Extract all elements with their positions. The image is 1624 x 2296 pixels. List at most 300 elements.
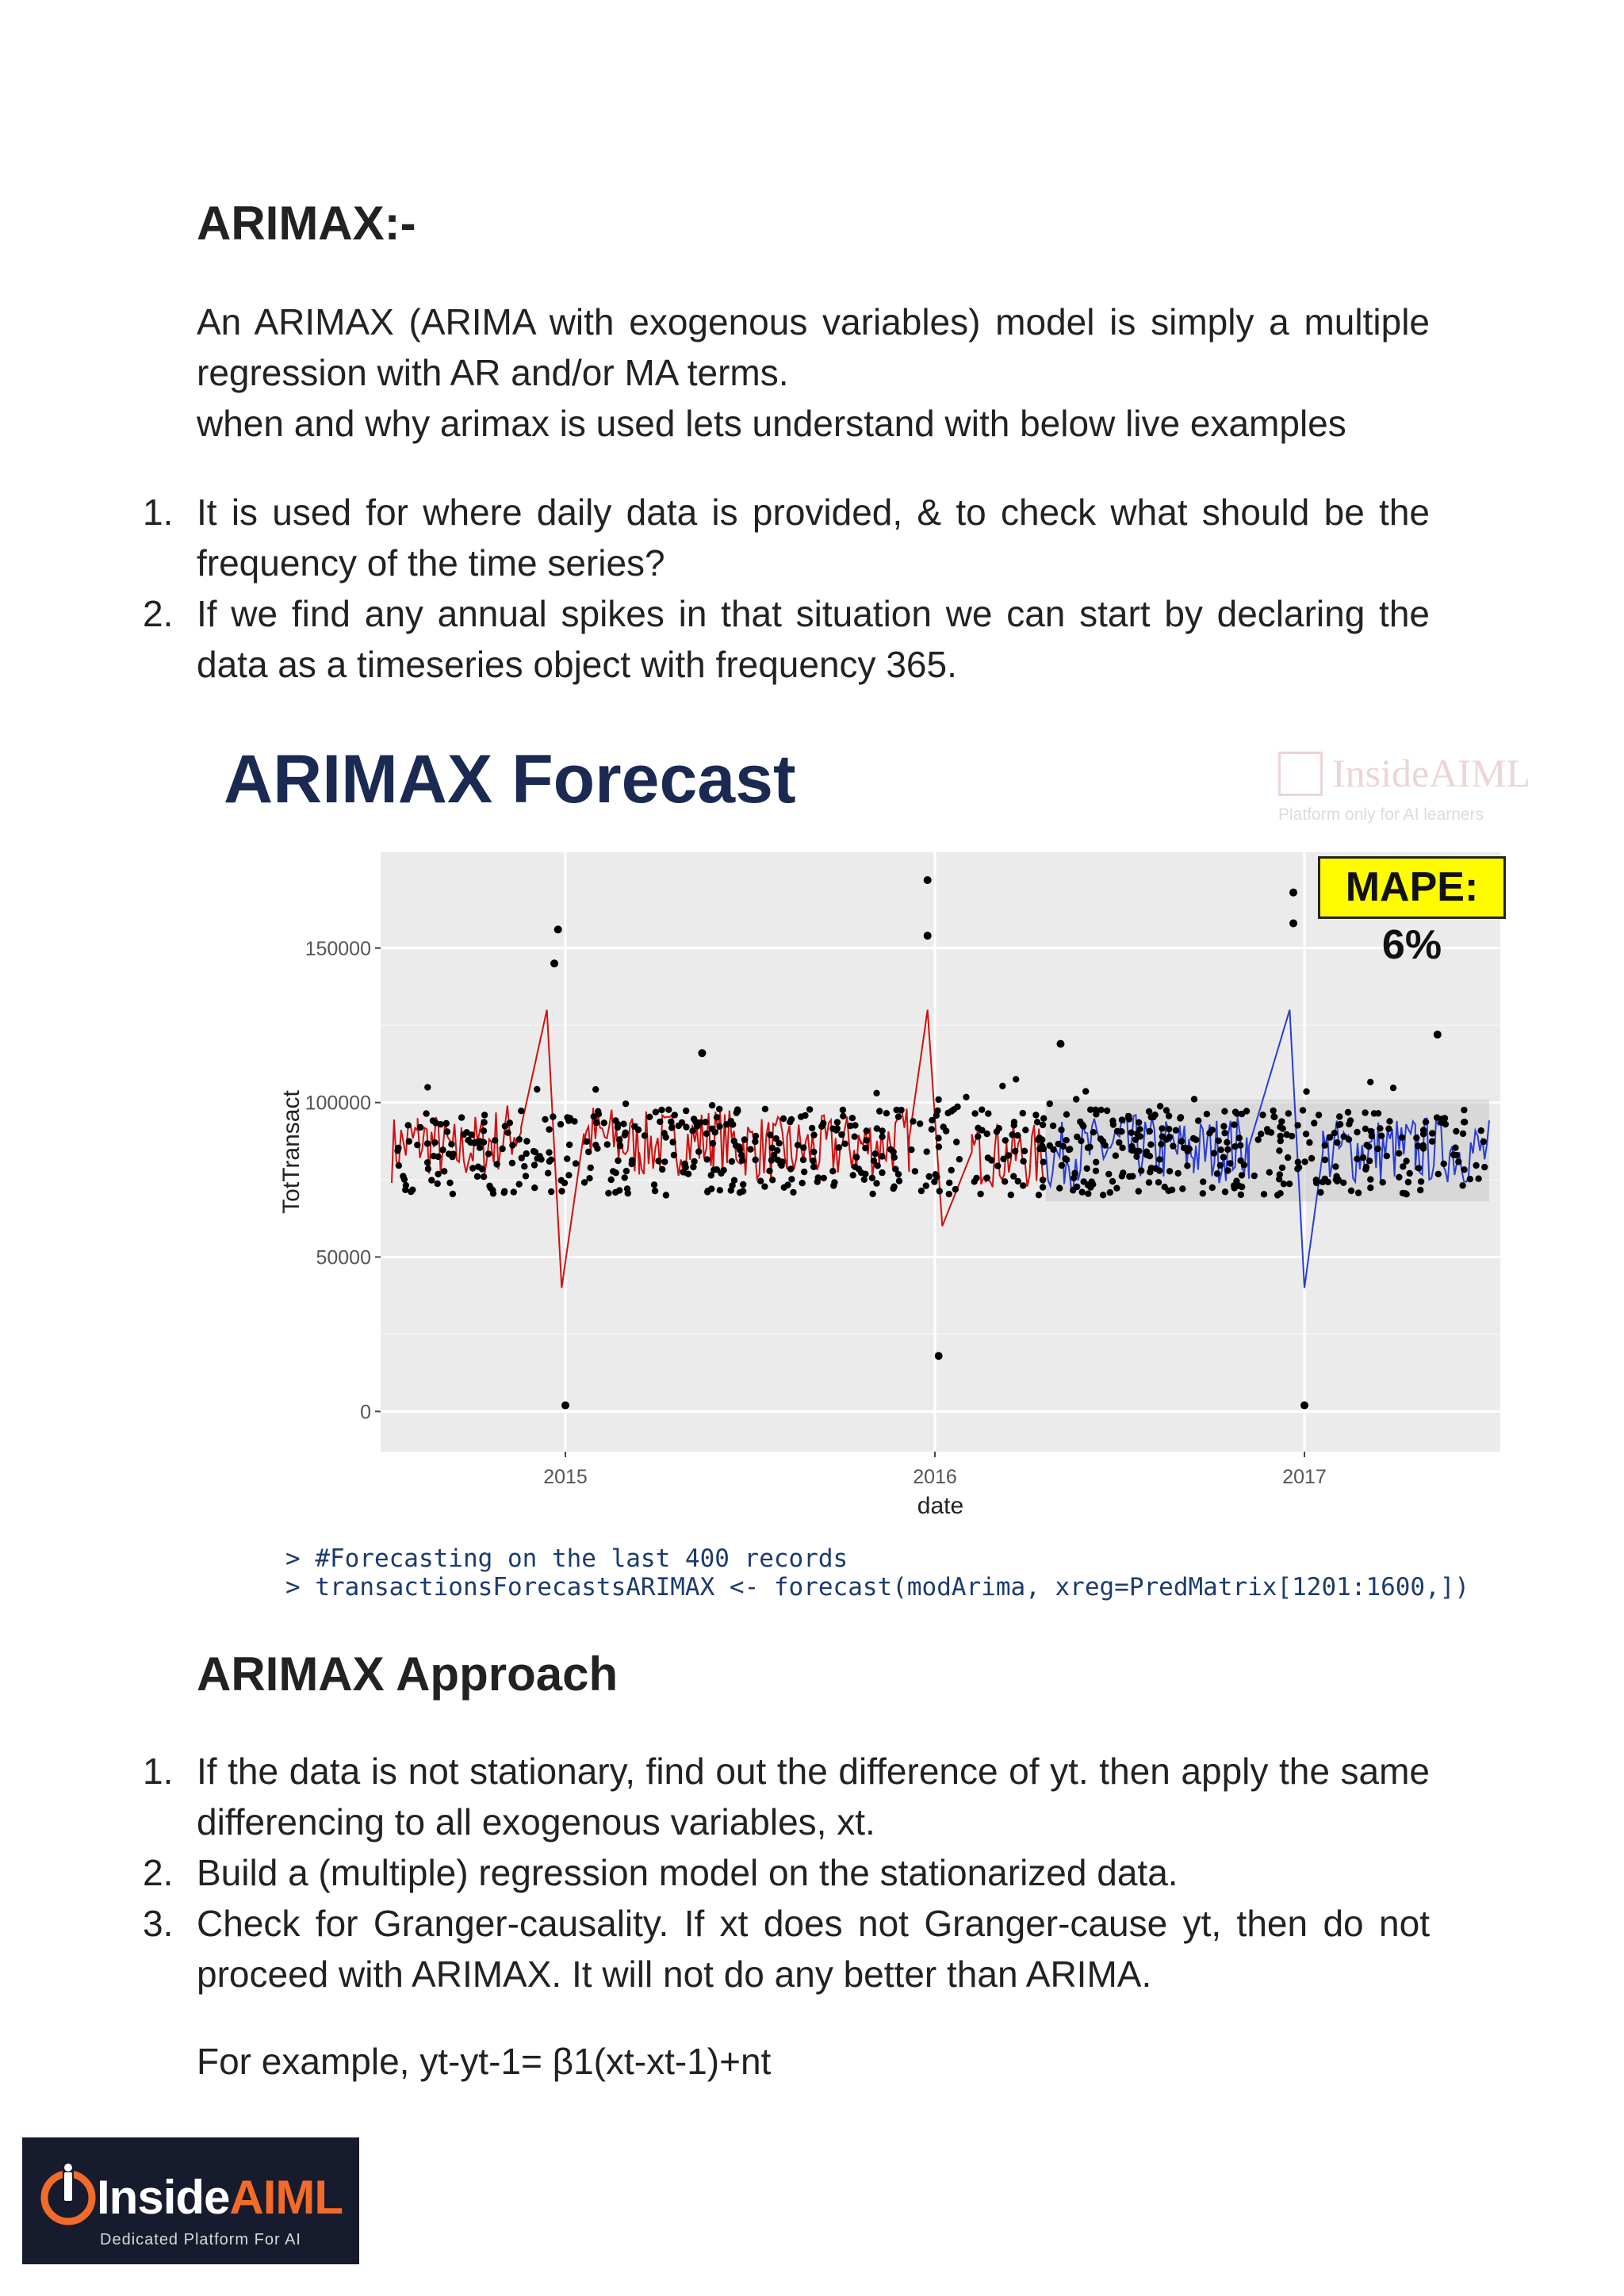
observed-point xyxy=(887,1146,894,1153)
observed-point xyxy=(1234,1110,1240,1116)
observed-point xyxy=(952,1186,959,1192)
observed-point xyxy=(1143,1149,1150,1155)
observed-outlier-point xyxy=(1289,920,1297,928)
observed-point xyxy=(1089,1178,1095,1184)
observed-point xyxy=(676,1123,682,1129)
observed-point xyxy=(1073,1096,1079,1102)
observed-point xyxy=(1050,1123,1056,1129)
observed-point xyxy=(1107,1189,1113,1196)
observed-point xyxy=(1346,1136,1352,1142)
observed-point xyxy=(784,1181,791,1188)
observed-point xyxy=(769,1177,776,1183)
observed-point xyxy=(425,1165,431,1172)
observed-point xyxy=(1286,1181,1293,1187)
section-heading-approach: ARIMAX Approach xyxy=(197,1647,619,1701)
observed-point xyxy=(1377,1125,1383,1131)
observed-point xyxy=(672,1112,678,1118)
watermark-icon xyxy=(1278,752,1323,796)
observed-point xyxy=(1063,1112,1070,1118)
observed-point xyxy=(1063,1157,1070,1163)
observed-outlier-point xyxy=(1056,1040,1064,1048)
observed-point xyxy=(1261,1191,1267,1197)
observed-point xyxy=(1362,1109,1368,1115)
observed-point xyxy=(477,1145,483,1151)
x-tick-label: 2017 xyxy=(1282,1466,1327,1488)
observed-point xyxy=(975,1133,981,1139)
observed-point xyxy=(1020,1182,1026,1188)
observed-point xyxy=(1156,1156,1162,1162)
observed-point xyxy=(861,1177,868,1183)
observed-point xyxy=(766,1168,772,1174)
observed-point xyxy=(1277,1133,1284,1139)
observed-point xyxy=(655,1158,661,1164)
observed-point xyxy=(1380,1179,1386,1185)
observed-point xyxy=(873,1090,879,1096)
observed-point xyxy=(1333,1173,1339,1180)
observed-point xyxy=(1313,1177,1320,1183)
observed-point xyxy=(1461,1107,1467,1113)
observed-point xyxy=(1259,1112,1266,1118)
observed-point xyxy=(1255,1136,1262,1142)
observed-point xyxy=(1002,1178,1008,1184)
observed-point xyxy=(1104,1108,1110,1114)
observed-point xyxy=(499,1146,505,1152)
observed-point xyxy=(1405,1179,1411,1185)
observed-point xyxy=(1166,1126,1172,1132)
observed-point xyxy=(1146,1179,1152,1185)
observed-point xyxy=(1418,1178,1424,1184)
observed-point xyxy=(612,1117,619,1123)
observed-point xyxy=(504,1130,511,1136)
observed-point xyxy=(741,1136,748,1142)
observed-point xyxy=(1289,1133,1295,1139)
observed-point xyxy=(1109,1118,1116,1124)
observed-point xyxy=(1032,1112,1039,1118)
observed-point xyxy=(787,1165,794,1172)
observed-point xyxy=(1002,1137,1009,1143)
chart-title: ARIMAX Forecast xyxy=(224,741,796,817)
observed-point xyxy=(840,1107,846,1113)
observed-point xyxy=(1429,1138,1435,1145)
observed-outlier-point xyxy=(1300,1402,1308,1410)
list-text: Check for Granger-causality. If xt does not Granger-cause yt, then do not proceed with ARIMAX. It will not do any better than ARIMA. xyxy=(197,1903,1430,1995)
observed-point xyxy=(417,1124,423,1131)
observed-point xyxy=(423,1110,429,1116)
list-number: 1. xyxy=(143,1751,174,1792)
observed-point xyxy=(642,1132,648,1138)
observed-point xyxy=(720,1167,726,1173)
observed-point xyxy=(1209,1184,1216,1191)
observed-point xyxy=(406,1138,412,1145)
observed-point xyxy=(1277,1190,1283,1196)
observed-point xyxy=(1216,1138,1222,1144)
observed-point xyxy=(1420,1127,1427,1133)
observed-point xyxy=(616,1136,622,1142)
observed-point xyxy=(800,1157,806,1163)
observed-point xyxy=(584,1138,590,1145)
observed-point xyxy=(731,1138,737,1144)
observed-point xyxy=(485,1150,492,1157)
observed-point xyxy=(979,1107,985,1113)
observed-point xyxy=(871,1158,877,1164)
observed-point xyxy=(1011,1119,1017,1125)
forecast-chart xyxy=(200,813,1556,1574)
uses-list xyxy=(143,487,1430,690)
observed-point xyxy=(446,1180,453,1186)
observed-outlier-point xyxy=(561,1402,569,1410)
logo-brand-main: Inside xyxy=(97,2171,230,2224)
observed-point xyxy=(1384,1153,1390,1159)
observed-point xyxy=(468,1131,474,1138)
observed-point xyxy=(879,1153,885,1159)
observed-point xyxy=(557,1121,564,1127)
observed-point xyxy=(1276,1147,1282,1154)
insideaiml-logo xyxy=(22,2137,359,2264)
observed-point xyxy=(1294,1165,1300,1172)
observed-point xyxy=(876,1108,883,1114)
observed-point xyxy=(401,1176,408,1182)
observed-point xyxy=(531,1184,538,1191)
observed-point xyxy=(1221,1130,1228,1136)
intro-paragraph: An ARIMAX (ARIMA with exogenous variables) model is simply a multiple regression with AR and/or MA terms. xyxy=(197,301,1430,393)
observed-point xyxy=(1308,1155,1315,1161)
observed-point xyxy=(518,1108,524,1114)
observed-point xyxy=(571,1118,577,1124)
observed-point xyxy=(1093,1168,1099,1174)
observed-point xyxy=(424,1159,431,1165)
observed-point xyxy=(1070,1187,1076,1193)
observed-point xyxy=(775,1157,781,1163)
observed-point xyxy=(1399,1135,1405,1141)
observed-point xyxy=(809,1125,815,1131)
observed-point xyxy=(1126,1115,1132,1122)
observed-point xyxy=(1050,1146,1056,1153)
observed-point xyxy=(653,1109,659,1115)
list-item xyxy=(143,588,1430,690)
observed-point xyxy=(663,1192,669,1198)
observed-point xyxy=(1014,1132,1021,1138)
observed-point xyxy=(431,1153,437,1159)
observed-point xyxy=(709,1102,715,1108)
observed-point xyxy=(691,1115,697,1122)
observed-point xyxy=(1120,1169,1126,1176)
observed-point xyxy=(1013,1076,1019,1082)
observed-point xyxy=(716,1123,722,1130)
observed-point xyxy=(704,1156,710,1162)
observed-point xyxy=(801,1169,807,1175)
observed-point xyxy=(1295,1159,1301,1165)
observed-point xyxy=(864,1127,870,1134)
x-tick-label: 2016 xyxy=(913,1466,957,1488)
observed-point xyxy=(850,1172,856,1178)
observed-point xyxy=(668,1119,674,1125)
observed-point xyxy=(1311,1119,1317,1126)
observed-point xyxy=(1082,1088,1089,1094)
observed-point xyxy=(430,1117,436,1123)
observed-point xyxy=(753,1157,759,1163)
observed-point xyxy=(546,1149,552,1155)
observed-point xyxy=(1000,1156,1006,1162)
observed-point xyxy=(509,1160,515,1166)
observed-point xyxy=(481,1173,487,1180)
observed-point xyxy=(1429,1130,1435,1136)
observed-point xyxy=(1403,1158,1409,1164)
observed-point xyxy=(1236,1135,1243,1141)
observed-point xyxy=(869,1191,875,1197)
observed-point xyxy=(1270,1113,1277,1119)
code-line-1: > #Forecasting on the last 400 records xyxy=(285,1544,848,1573)
observed-point xyxy=(852,1134,858,1140)
observed-point xyxy=(1285,1110,1292,1116)
observed-point xyxy=(1170,1142,1176,1149)
observed-point xyxy=(769,1145,776,1151)
intro-line-2: when and why arimax is used lets understand with below live examples xyxy=(197,403,1346,444)
observed-point xyxy=(1347,1117,1354,1123)
list-text: Build a (multiple) regression model on the stationarized data. xyxy=(197,1852,1178,1893)
observed-point xyxy=(806,1106,813,1112)
observed-point xyxy=(935,1135,941,1141)
observed-point xyxy=(890,1185,896,1192)
observed-point xyxy=(1367,1177,1373,1183)
observed-point xyxy=(1056,1185,1063,1192)
observed-point xyxy=(891,1154,898,1161)
observed-point xyxy=(1136,1119,1142,1126)
mape-label: MAPE: 6% xyxy=(1318,856,1506,919)
observed-point xyxy=(1285,1154,1291,1161)
observed-point xyxy=(1322,1157,1328,1163)
observed-point xyxy=(1366,1158,1373,1164)
observed-point xyxy=(608,1177,615,1183)
observed-point xyxy=(1047,1100,1053,1107)
observed-point xyxy=(461,1131,467,1138)
observed-point xyxy=(849,1115,856,1121)
observed-point xyxy=(652,1188,658,1194)
observed-point xyxy=(761,1184,768,1190)
observed-point xyxy=(946,1180,952,1186)
list-number: 1. xyxy=(143,492,174,533)
x-axis-label: date xyxy=(917,1493,964,1519)
observed-point xyxy=(1386,1118,1392,1124)
observed-point xyxy=(625,1190,631,1196)
y-tick-label: 150000 xyxy=(304,937,371,960)
observed-point xyxy=(481,1112,488,1118)
observed-point xyxy=(1012,1148,1018,1154)
observed-point xyxy=(1020,1110,1026,1116)
observed-point xyxy=(864,1137,870,1143)
observed-point xyxy=(1374,1146,1381,1152)
observed-point xyxy=(444,1128,450,1135)
observed-point xyxy=(481,1119,487,1125)
observed-point xyxy=(592,1086,599,1093)
observed-point xyxy=(1109,1178,1116,1184)
observed-point xyxy=(1195,1117,1201,1123)
observed-point xyxy=(659,1166,665,1173)
observed-point xyxy=(879,1134,885,1140)
observed-point xyxy=(1113,1185,1120,1192)
observed-point xyxy=(1136,1148,1142,1154)
observed-point xyxy=(985,1110,991,1116)
observed-point xyxy=(428,1177,435,1184)
observed-point xyxy=(1355,1189,1362,1196)
observed-point xyxy=(1407,1170,1413,1177)
observed-point xyxy=(956,1156,963,1162)
observed-point xyxy=(935,1096,941,1103)
observed-point xyxy=(601,1119,607,1126)
observed-point xyxy=(490,1190,496,1196)
observed-point xyxy=(717,1187,723,1193)
observed-point xyxy=(534,1155,540,1161)
observed-point xyxy=(1119,1116,1125,1123)
observed-point xyxy=(1179,1185,1185,1192)
observed-point xyxy=(1059,1162,1065,1169)
observed-point xyxy=(810,1158,816,1164)
observed-point xyxy=(1063,1137,1070,1143)
observed-outlier-point xyxy=(698,1049,706,1057)
observed-point xyxy=(1417,1187,1423,1193)
observed-point xyxy=(729,1158,735,1165)
observed-point xyxy=(924,1149,930,1155)
observed-point xyxy=(994,1162,1001,1169)
observed-point xyxy=(1097,1135,1104,1142)
observed-point xyxy=(1237,1142,1243,1149)
observed-point xyxy=(458,1114,465,1120)
observed-point xyxy=(617,1142,623,1149)
observed-point xyxy=(984,1174,990,1181)
observed-point xyxy=(565,1172,572,1178)
observed-point xyxy=(923,1182,929,1188)
observed-point xyxy=(1334,1139,1340,1146)
observed-point xyxy=(509,1142,515,1148)
observed-point xyxy=(1375,1110,1381,1116)
observed-point xyxy=(810,1149,817,1155)
observed-point xyxy=(1454,1152,1460,1158)
observed-point xyxy=(1184,1162,1190,1169)
observed-point xyxy=(1071,1170,1078,1177)
observed-point xyxy=(665,1107,672,1113)
observed-point xyxy=(1441,1161,1447,1167)
logo-brand xyxy=(97,2171,343,2224)
observed-outlier-point xyxy=(935,1352,943,1360)
observed-point xyxy=(629,1157,635,1163)
observed-point xyxy=(895,1113,902,1119)
observed-point xyxy=(790,1189,796,1196)
observed-point xyxy=(894,1107,900,1113)
observed-point xyxy=(689,1127,695,1134)
observed-point xyxy=(757,1178,764,1184)
observed-point xyxy=(896,1177,902,1184)
list-number: 2. xyxy=(143,1852,174,1893)
observed-point xyxy=(984,1131,990,1137)
observed-point xyxy=(622,1174,628,1181)
observed-point xyxy=(697,1119,703,1126)
observed-point xyxy=(933,1171,939,1177)
observed-point xyxy=(585,1149,592,1155)
observed-point xyxy=(1080,1123,1086,1129)
observed-point xyxy=(558,1188,565,1194)
observed-point xyxy=(564,1155,570,1161)
observed-point xyxy=(545,1170,551,1177)
observed-point xyxy=(862,1145,868,1151)
observed-point xyxy=(1214,1170,1220,1177)
observed-point xyxy=(1151,1112,1158,1118)
approach-steps-list xyxy=(143,1746,1430,1999)
arimax-forecast-figure xyxy=(200,733,1556,1617)
observed-point xyxy=(1116,1139,1122,1146)
observed-point xyxy=(1317,1189,1323,1196)
observed-point xyxy=(1147,1169,1153,1175)
observed-point xyxy=(1136,1126,1143,1132)
observed-point xyxy=(1183,1145,1189,1151)
observed-point xyxy=(1067,1146,1073,1152)
observed-point xyxy=(1114,1128,1120,1135)
observed-point xyxy=(1396,1174,1402,1181)
observed-point xyxy=(1348,1188,1354,1194)
observed-point xyxy=(838,1131,845,1138)
observed-point xyxy=(1138,1167,1144,1173)
watermark-brand: InsideAIML xyxy=(1332,751,1530,795)
observed-point xyxy=(1306,1139,1312,1146)
observed-point xyxy=(752,1138,758,1145)
observed-point xyxy=(448,1141,454,1147)
observed-point xyxy=(690,1164,696,1170)
observed-point xyxy=(1128,1143,1135,1150)
observed-point xyxy=(708,1172,714,1178)
observed-point xyxy=(1336,1113,1342,1119)
observed-point xyxy=(492,1137,498,1143)
observed-point xyxy=(836,1144,842,1150)
observed-point xyxy=(1074,1134,1080,1140)
observed-point xyxy=(592,1142,599,1148)
observed-point xyxy=(588,1165,594,1171)
observed-point xyxy=(996,1125,1002,1131)
observed-point xyxy=(1332,1163,1339,1169)
observed-point xyxy=(936,1188,943,1194)
observed-point xyxy=(516,1181,523,1188)
list-text: If we find any annual spikes in that situation we can start by declaring the data as a timeseries object with frequency 365. xyxy=(197,593,1430,685)
observed-point xyxy=(975,1125,981,1131)
logo-tagline: Dedicated Platform For AI xyxy=(100,2231,301,2248)
observed-point xyxy=(1459,1182,1465,1188)
observed-point xyxy=(1378,1133,1385,1139)
observed-point xyxy=(605,1190,611,1196)
observed-point xyxy=(1316,1112,1322,1118)
observed-point xyxy=(1105,1171,1112,1177)
observed-point xyxy=(658,1107,665,1113)
y-axis-label: TotTransact xyxy=(278,1090,304,1214)
observed-point xyxy=(1265,1128,1271,1135)
observed-point xyxy=(1420,1145,1427,1151)
observed-point xyxy=(1460,1131,1466,1137)
observed-point xyxy=(1092,1107,1098,1113)
observed-point xyxy=(1158,1141,1164,1147)
observed-point xyxy=(620,1121,626,1127)
observed-point xyxy=(1039,1142,1045,1149)
y-tick-label: 0 xyxy=(360,1401,371,1424)
observed-point xyxy=(780,1115,787,1122)
observed-point xyxy=(1204,1111,1210,1117)
observed-point xyxy=(546,1126,552,1132)
observed-point xyxy=(546,1158,553,1165)
observed-point xyxy=(501,1188,508,1195)
observed-point xyxy=(1147,1142,1154,1148)
observed-point xyxy=(862,1171,868,1177)
observed-point xyxy=(800,1144,806,1150)
observed-point xyxy=(1480,1138,1487,1145)
observed-point xyxy=(1178,1114,1184,1120)
observed-point xyxy=(1238,1192,1244,1198)
observed-point xyxy=(912,1168,918,1174)
observed-point xyxy=(1435,1171,1442,1177)
